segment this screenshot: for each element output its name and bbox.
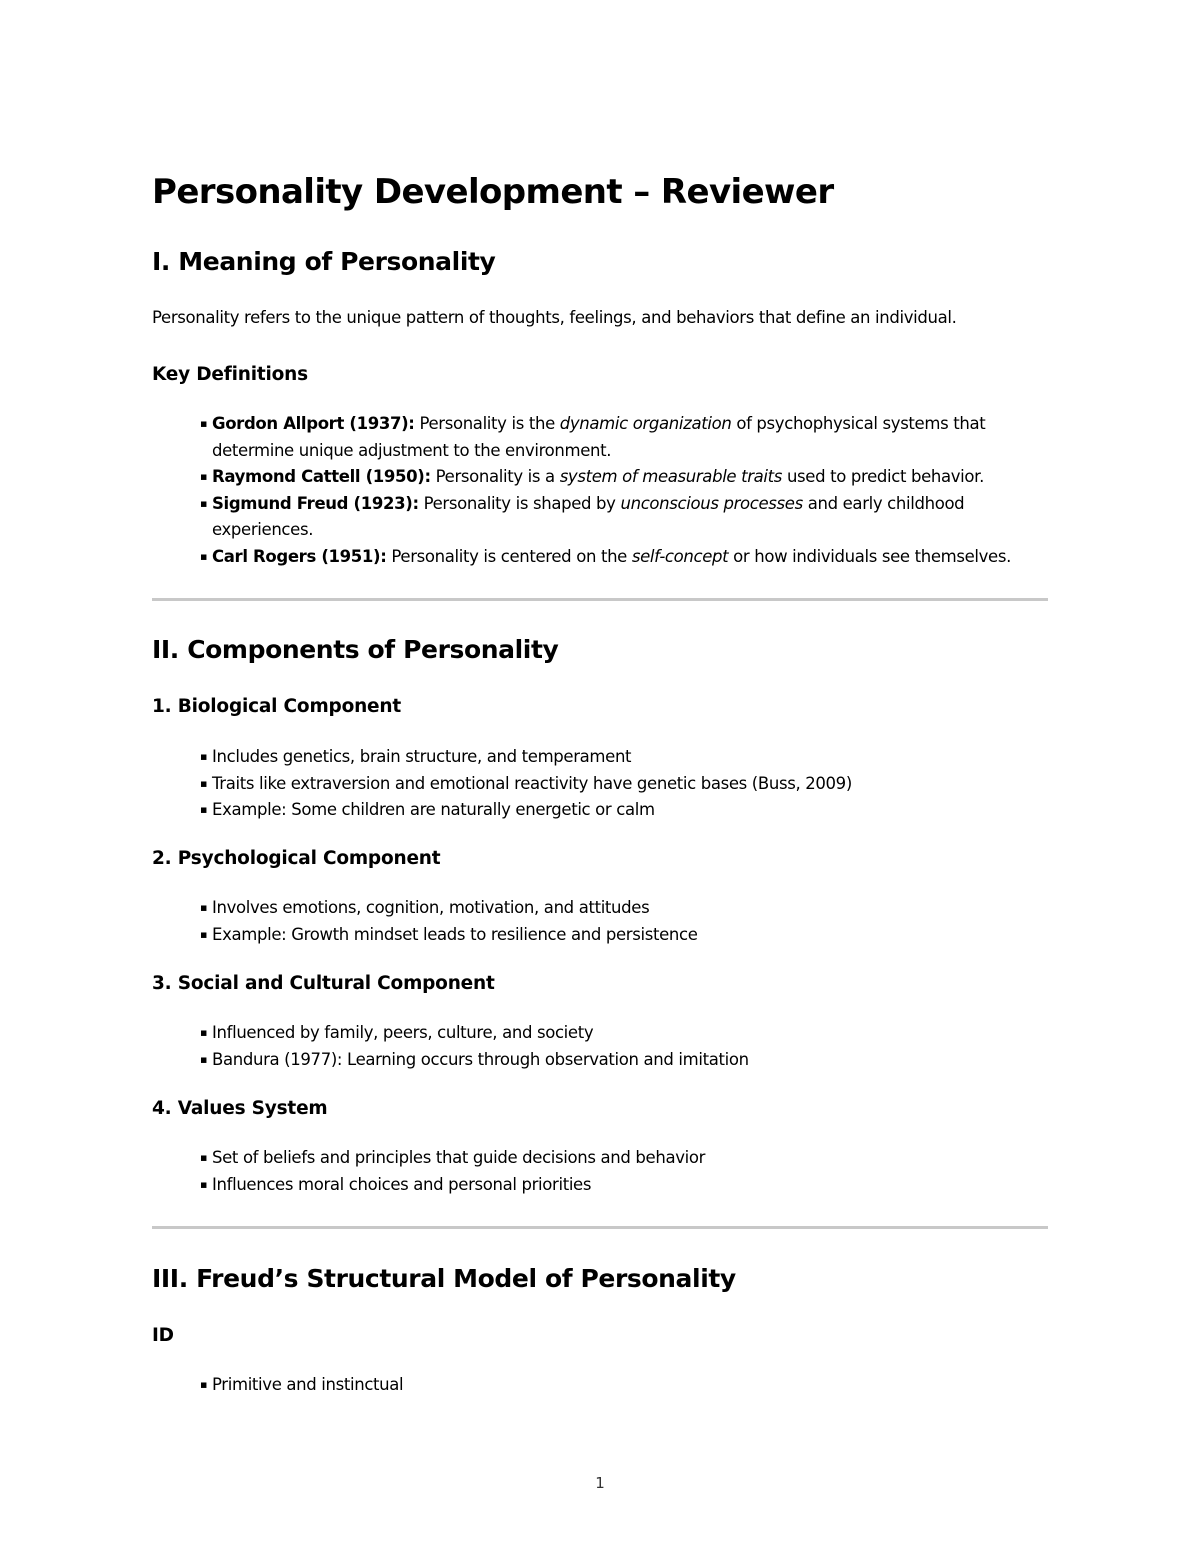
- social-cultural-list: [152, 1020, 1048, 1073]
- list-item: [152, 1020, 1048, 1047]
- definition-name: Gordon Allport (1937):: [212, 414, 415, 433]
- id-heading: ID: [152, 1325, 174, 1346]
- list-item: [152, 895, 1048, 922]
- psychological-list: [152, 895, 1048, 948]
- definition-text-continued: determine unique adjustment to the environment.: [212, 440, 612, 460]
- list-item: [152, 1145, 1048, 1172]
- id-list: [152, 1372, 1048, 1399]
- list-item-text: Traits like extraversion and emotional reactivity have genetic bases (Buss, 2009): [212, 773, 852, 793]
- bullet-icon: ▪: [200, 750, 208, 763]
- list-item: [152, 744, 1048, 771]
- definition-text: Personality is centered on the: [386, 546, 632, 566]
- bullet-icon: ▪: [200, 927, 208, 941]
- definition-text: Personality is a: [430, 467, 560, 486]
- definition-text: Personality is the: [414, 414, 560, 433]
- definition-item-freud: [152, 491, 1048, 544]
- list-item-text: Set of beliefs and principles that guide decisions and behavior: [212, 1148, 706, 1167]
- bullet-icon: ▪: [200, 1378, 208, 1391]
- list-item-text: Influenced by family, peers, culture, and society: [212, 1023, 594, 1042]
- component-heading-values: 4. Values System: [152, 1098, 328, 1119]
- section-heading-meaning: I. Meaning of Personality: [152, 247, 496, 276]
- list-item-text: Involves emotions, cognition, motivation, and attitudes: [212, 898, 650, 917]
- definition-text: or how individuals see themselves.: [728, 546, 1011, 566]
- list-item-text: Includes genetics, brain structure, and temperament: [212, 747, 632, 766]
- component-heading-psychological: 2. Psychological Component: [152, 848, 441, 869]
- definition-name: Carl Rogers (1951):: [212, 546, 387, 566]
- section-heading-components: II. Components of Personality: [152, 635, 559, 664]
- section-divider: [152, 598, 1048, 601]
- list-item-text: Example: Growth mindset leads to resilience and persistence: [212, 924, 698, 944]
- key-definitions-heading: Key Definitions: [152, 364, 308, 385]
- list-item-text: Example: Some children are naturally energetic or calm: [212, 800, 655, 819]
- component-heading-biological: 1. Biological Component: [152, 696, 402, 717]
- list-item-text: Bandura (1977): Learning occurs through observation and imitation: [212, 1049, 749, 1069]
- definition-emphasis: dynamic organization: [559, 414, 732, 433]
- bullet-icon: ▪: [200, 1151, 208, 1164]
- definition-item-cattell: [152, 464, 1048, 491]
- list-item: [152, 797, 1048, 824]
- bullet-icon: ▪: [200, 1177, 208, 1191]
- definition-name: Sigmund Freud (1923):: [212, 493, 419, 513]
- definition-text: used to predict behavior.: [782, 467, 984, 486]
- list-item-text: Primitive and instinctual: [212, 1375, 404, 1394]
- values-list: [152, 1145, 1048, 1198]
- list-item: [152, 1372, 1048, 1399]
- section-intro-paragraph: Personality refers to the unique pattern of thoughts, feelings, and behaviors that define an individual.: [152, 308, 957, 327]
- list-item: [152, 1172, 1048, 1199]
- list-item: [152, 1047, 1048, 1074]
- definition-text: of psychophysical systems that: [731, 414, 986, 433]
- bullet-icon: ▪: [200, 417, 208, 430]
- list-item: [152, 771, 1048, 798]
- bullet-icon: ▪: [200, 1052, 208, 1066]
- definition-name: Raymond Cattell (1950):: [212, 467, 431, 486]
- bullet-icon: ▪: [200, 776, 208, 790]
- bullet-icon: ▪: [200, 470, 208, 483]
- section-divider: [152, 1226, 1048, 1229]
- section-heading-freud-model: III. Freud’s Structural Model of Personality: [152, 1264, 736, 1293]
- definition-emphasis: self-concept: [631, 546, 729, 566]
- definition-item-rogers: [152, 544, 1048, 571]
- list-item: [152, 922, 1048, 949]
- page-number: 1: [595, 1474, 605, 1492]
- definition-emphasis: system of measurable traits: [559, 467, 783, 486]
- definition-text-continued: experiences.: [212, 520, 314, 539]
- bullet-icon: ▪: [200, 803, 208, 816]
- bullet-icon: ▪: [200, 496, 208, 510]
- definitions-list: [152, 411, 1048, 570]
- bullet-icon: ▪: [200, 1026, 208, 1039]
- component-heading-social-cultural: 3. Social and Cultural Component: [152, 973, 495, 994]
- biological-list: [152, 744, 1048, 824]
- bullet-icon: ▪: [200, 901, 208, 914]
- definition-text: Personality is shaped by: [418, 493, 621, 513]
- list-item-text: Influences moral choices and personal priorities: [212, 1174, 592, 1194]
- document-title: Personality Development – Reviewer: [152, 172, 834, 212]
- definition-text: and early childhood: [802, 493, 965, 513]
- definition-item-allport: [152, 411, 1048, 464]
- bullet-icon: ▪: [200, 549, 208, 563]
- definition-emphasis: unconscious processes: [620, 493, 803, 513]
